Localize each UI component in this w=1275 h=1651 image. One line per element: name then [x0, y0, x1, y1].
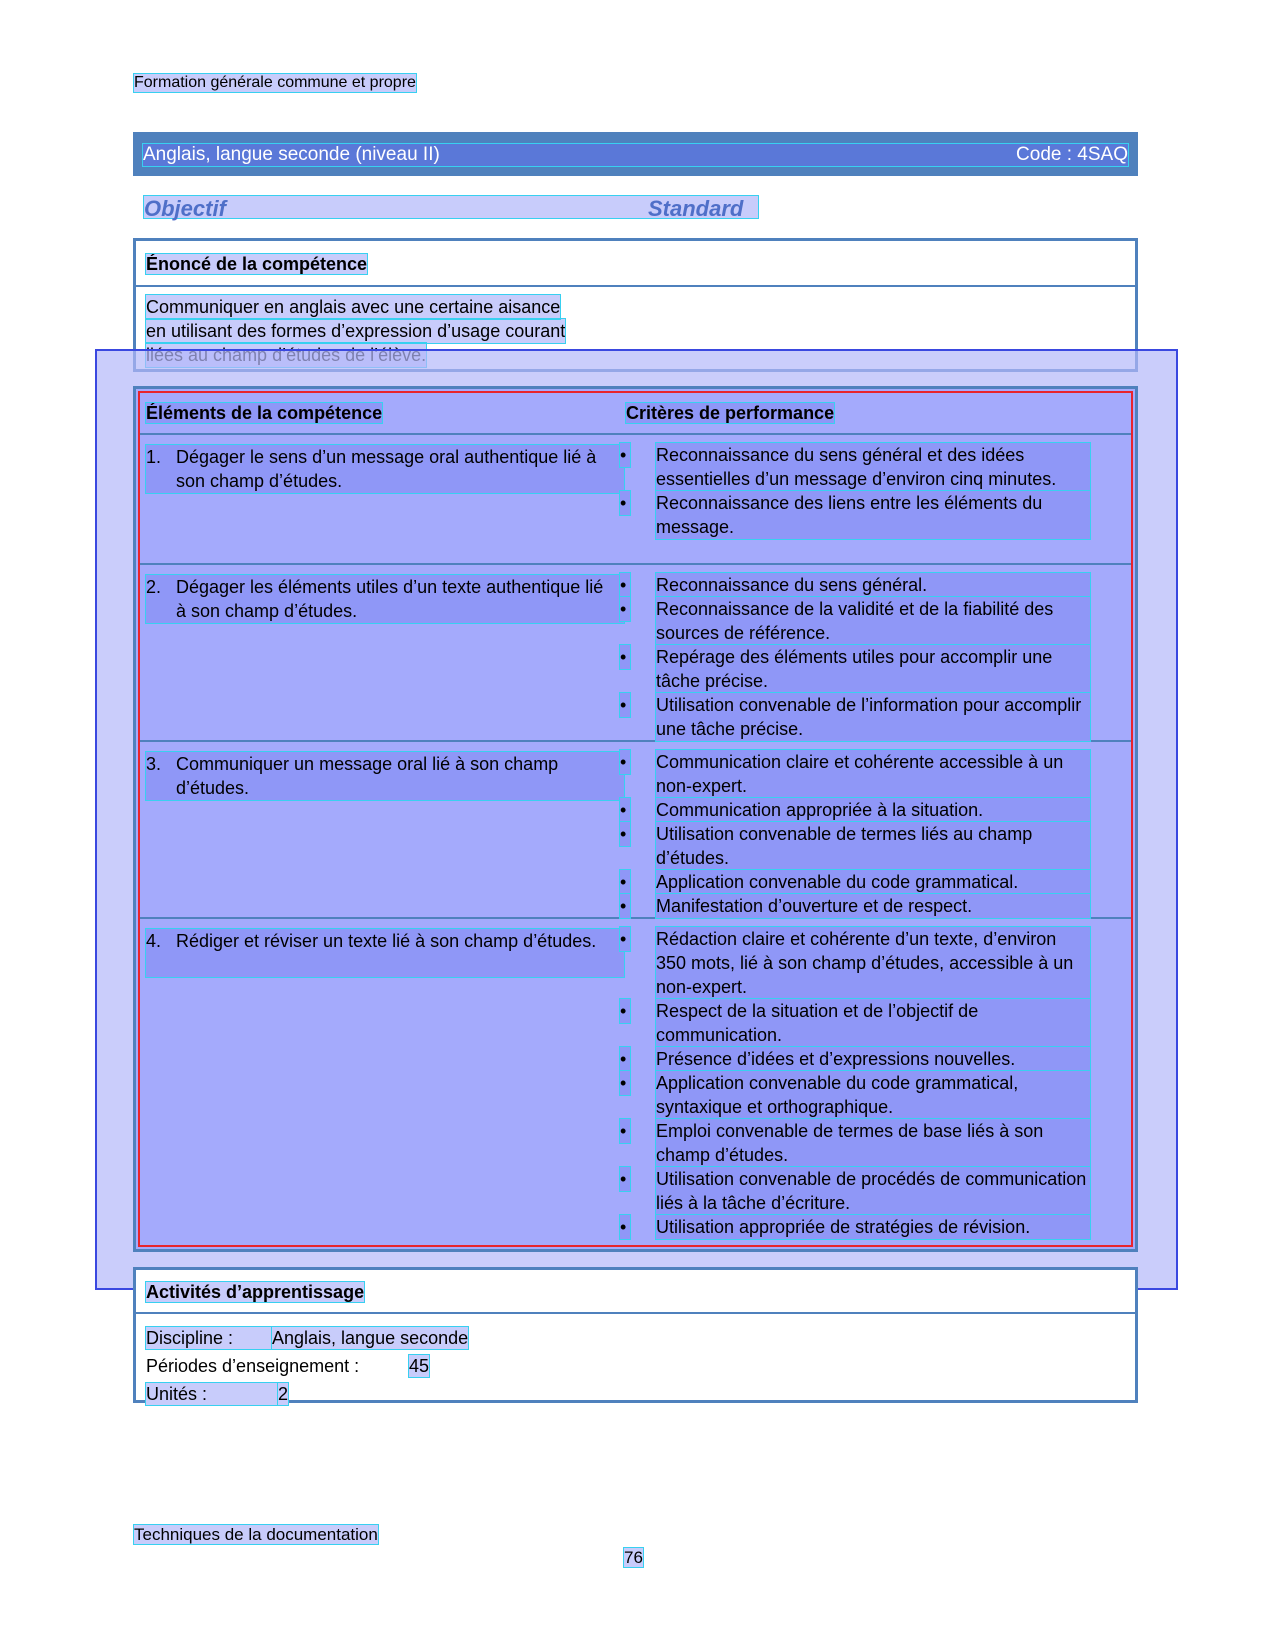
criterion-item — [620, 693, 1090, 741]
element-number: 3. — [146, 754, 162, 774]
discipline-line — [146, 1327, 468, 1349]
bullet-icon: • — [620, 870, 630, 894]
unites-line — [146, 1383, 288, 1405]
criterion-text: Reconnaissance du sens général et des idées essentielles d’un message d’environ cinq minutes. — [656, 443, 1090, 491]
element-text — [146, 752, 624, 800]
bullet-icon: • — [620, 1119, 630, 1143]
criterion-item — [620, 999, 1090, 1047]
criterion-item — [620, 573, 1090, 597]
enonce-header — [136, 241, 1135, 287]
elements-box — [133, 386, 1138, 1252]
criteria-list — [620, 443, 1090, 539]
running-footer: Techniques de la documentation — [134, 1525, 378, 1544]
criterion-item — [620, 491, 1090, 539]
criterion-item — [620, 645, 1090, 693]
criterion-text: Application convenable du code grammatical. — [656, 870, 1090, 894]
criterion-text: Reconnaissance de la validité et de la fiabilité des sources de référence. — [656, 597, 1090, 645]
criteria-column-header: Critères de performance — [626, 403, 835, 423]
enonce-line: en utilisant des formes d’expression d’usage courant — [146, 321, 566, 341]
bullet-icon: • — [620, 999, 630, 1023]
course-title: Anglais, langue seconde (niveau II) — [143, 144, 440, 165]
bullet-icon: • — [620, 443, 630, 467]
criterion-text: Reconnaissance des liens entre les éléments du message. — [656, 491, 1090, 539]
criterion-item — [620, 1167, 1090, 1215]
criterion-item — [620, 798, 1090, 822]
bullet-icon: • — [620, 693, 630, 717]
element-text — [146, 929, 624, 977]
element-text — [146, 575, 624, 623]
unites-value: 2 — [278, 1384, 289, 1404]
running-header: Formation générale commune et propre — [134, 74, 416, 91]
standard-label: Standard — [648, 196, 744, 221]
bullet-icon: • — [620, 491, 630, 515]
criterion-item — [620, 750, 1090, 798]
bullet-icon: • — [620, 573, 630, 597]
criterion-item — [620, 1047, 1090, 1071]
criterion-text: Reconnaissance du sens général. — [656, 573, 1090, 597]
criterion-text: Manifestation d’ouverture et de respect. — [656, 894, 1090, 918]
activites-header — [136, 1270, 1135, 1314]
criterion-item — [620, 1071, 1090, 1119]
page-number: 76 — [624, 1548, 643, 1567]
criterion-text: Emploi convenable de termes de base liés à son champ d’études. — [656, 1119, 1090, 1167]
criterion-item — [620, 597, 1090, 645]
element-number: 4. — [146, 931, 162, 951]
periodes-line — [146, 1355, 429, 1377]
criterion-text: Présence d’idées et d’expressions nouvelles. — [656, 1047, 1090, 1071]
criterion-text: Utilisation convenable de termes liés au champ d’études. — [656, 822, 1090, 870]
enonce-line: Communiquer en anglais avec une certaine aisance — [146, 297, 561, 317]
enonce-title: Énoncé de la compétence — [146, 254, 368, 274]
element-row — [140, 742, 1131, 919]
bullet-icon: • — [620, 1071, 630, 1095]
criterion-text: Rédaction claire et cohérente d’un texte, d’environ 350 mots, lié à son champ d’études, accessible à un non-expert. — [656, 927, 1090, 999]
element-number: 2. — [146, 577, 162, 597]
elements-header — [140, 393, 1131, 435]
discipline-label: Discipline : — [146, 1327, 272, 1349]
element-row — [140, 565, 1131, 742]
criterion-item — [620, 443, 1090, 491]
unites-label: Unités : — [146, 1383, 278, 1405]
periodes-value: 45 — [409, 1356, 430, 1376]
element-row — [140, 435, 1131, 565]
elements-table — [138, 391, 1133, 1247]
criterion-text: Utilisation convenable de procédés de communication liés à la tâche d’écriture. — [656, 1167, 1090, 1215]
criteria-list — [620, 750, 1090, 918]
criterion-item — [620, 927, 1090, 999]
bullet-icon: • — [620, 1167, 630, 1191]
criteria-list — [620, 573, 1090, 741]
bullet-icon: • — [620, 1215, 630, 1239]
element-description: Communiquer un message oral lié à son champ d’études. — [176, 754, 559, 798]
course-code: Code : 4SAQ — [1016, 144, 1128, 165]
objectif-standard-row — [144, 196, 758, 221]
criteria-list — [620, 927, 1090, 1239]
criterion-item — [620, 894, 1090, 918]
criterion-text: Communication claire et cohérente accessible à un non-expert. — [656, 750, 1090, 798]
element-description: Rédiger et réviser un texte lié à son champ d’études. — [176, 931, 597, 951]
elements-column-header: Éléments de la compétence — [146, 403, 383, 423]
element-text — [146, 445, 624, 493]
criterion-item — [620, 822, 1090, 870]
discipline-value: Anglais, langue seconde — [272, 1328, 469, 1348]
bullet-icon: • — [620, 645, 630, 669]
activites-title: Activités d’apprentissage — [146, 1282, 365, 1302]
bullet-icon: • — [620, 750, 630, 774]
bullet-icon: • — [620, 822, 630, 846]
bullet-icon: • — [620, 894, 630, 918]
bullet-icon: • — [620, 927, 630, 951]
criterion-text: Application convenable du code grammatical, syntaxique et orthographique. — [656, 1071, 1090, 1119]
element-description: Dégager les éléments utiles d’un texte authentique lié à son champ d’études. — [176, 577, 604, 621]
element-description: Dégager le sens d’un message oral authentique lié à son champ d’études. — [176, 447, 597, 491]
criterion-text: Utilisation appropriée de stratégies de révision. — [656, 1215, 1090, 1239]
bullet-icon: • — [620, 597, 630, 621]
element-row — [140, 919, 1131, 1237]
periodes-label: Périodes d’enseignement : — [146, 1356, 360, 1376]
criterion-item — [620, 870, 1090, 894]
bullet-icon: • — [620, 1047, 630, 1071]
criterion-text: Respect de la situation et de l’objectif de communication. — [656, 999, 1090, 1047]
criterion-text: Repérage des éléments utiles pour accomplir une tâche précise. — [656, 645, 1090, 693]
element-number: 1. — [146, 447, 162, 467]
criterion-item — [620, 1215, 1090, 1239]
criterion-text: Utilisation convenable de l’information pour accomplir une tâche précise. — [656, 693, 1090, 741]
criterion-item — [620, 1119, 1090, 1167]
course-title-bar — [133, 132, 1138, 176]
objectif-label: Objectif — [144, 196, 226, 221]
bullet-icon: • — [620, 798, 630, 822]
activites-box — [133, 1267, 1138, 1403]
criterion-text: Communication appropriée à la situation. — [656, 798, 1090, 822]
